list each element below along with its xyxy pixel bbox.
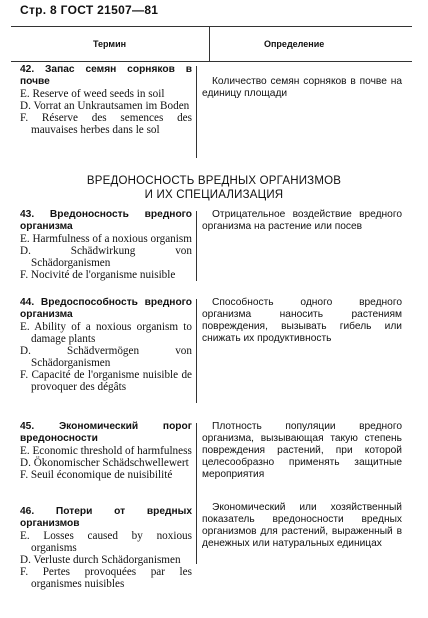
term-equivalent-f (20, 269, 192, 281)
term-entry-42 (20, 64, 192, 136)
definition-column-header: Определение (264, 39, 325, 49)
terms-column-header: Термин (93, 39, 127, 49)
term-equivalent-e (20, 233, 192, 245)
equivalent-text: Vorrat an Unkrautsamen im Boden (33, 100, 190, 112)
equivalent-text: Reserve of weed seeds in soil (32, 88, 165, 100)
term-entry-46 (20, 506, 192, 590)
term-entry-45 (20, 421, 192, 481)
equivalent-text: Schädvermögen von Schädorganismen (31, 345, 192, 369)
term-title: 45. Экономический порог вредоносности (20, 421, 192, 444)
lang-code: E. (20, 530, 30, 542)
equivalent-text: Capacité de l'organisme nuisible de provoquer des dégâts (31, 369, 193, 393)
term-equivalent-f (20, 566, 192, 590)
lang-code: D. (20, 245, 31, 257)
row-separator-line (196, 502, 197, 564)
row-separator-line (196, 66, 197, 158)
term-equivalent-e (20, 445, 192, 457)
equivalent-text: Losses caused by noxious organisms (31, 530, 193, 554)
term-equivalent-d (20, 345, 192, 369)
term-entry-43 (20, 209, 192, 281)
term-title: 43. Вредоносность вредного организма (20, 209, 192, 232)
section-title-line-2: И ИХ СПЕЦИАЛИЗАЦИЯ (144, 189, 284, 201)
equivalent-text: Ökonomischer Schädschwellewert (33, 457, 189, 469)
lang-code: D. (20, 345, 31, 357)
equivalent-text: Réserve des semences des mauvaises herbes dans le sol (31, 112, 193, 136)
lang-code: D. (20, 100, 31, 112)
equivalent-text: Nocivité de l'organisme nuisible (30, 269, 176, 281)
lang-code: E. (20, 445, 30, 457)
term-equivalent-e (20, 88, 192, 100)
lang-code: D. (20, 554, 31, 566)
definition-42: Количество семян сорняков в почве на единицу площади (202, 76, 402, 99)
definition-46: Экономический или хозяйственный показатель вредоносности вредных организмов для растений, выраженный в денежных или натуральных единицах (202, 502, 402, 549)
lang-code: F. (20, 469, 29, 481)
section-title (0, 174, 428, 202)
term-equivalent-e (20, 321, 192, 345)
equivalent-text: Schädwirkung von Schädorganismen (31, 245, 192, 269)
term-entry-44 (20, 297, 192, 393)
term-title: 42. Запас семян сорняков в почве (20, 64, 192, 87)
definition-44: Способность одного вредного организма наносить растениям повреждения, вызывать гибель или снижать их продуктивность (202, 297, 402, 344)
definition-43: Отрицательное воздействие вредного организма на растение или посев (202, 209, 402, 232)
table-header (11, 26, 412, 62)
equivalent-text: Pertes provoquées par les organismes nuisibles (31, 566, 192, 590)
row-separator-line (196, 299, 197, 403)
term-equivalent-f (20, 369, 192, 393)
term-equivalent-d (20, 457, 192, 469)
lang-code: E. (20, 233, 30, 245)
term-equivalent-d (20, 100, 192, 112)
column-divider (209, 27, 210, 61)
page-header: Стр. 8 ГОСТ 21507—81 (20, 3, 159, 17)
equivalent-text: Harmfulness of a noxious organism (32, 233, 192, 245)
equivalent-text: Ability of a noxious organism to damage plants (31, 321, 192, 345)
section-title-line-1: ВРЕДОНОСНОСТЬ ВРЕДНЫХ ОРГАНИЗМОВ (86, 175, 342, 187)
term-equivalent-d (20, 245, 192, 269)
term-equivalent-f (20, 112, 192, 136)
lang-code: E. (20, 88, 30, 100)
lang-code: F. (20, 269, 29, 281)
row-separator-line (196, 211, 197, 281)
lang-code: E. (20, 321, 30, 333)
equivalent-text: Economic threshold of harmfulness (32, 445, 192, 457)
term-equivalent-d (20, 554, 192, 566)
term-title: 46. Потери от вредных организмов (20, 506, 192, 529)
definition-45: Плотность популяции вредного организма, вызывающая такую степень повреждения растений, при которой целесообразно применять защитные мероприятия (202, 421, 402, 480)
lang-code: F. (20, 566, 29, 578)
lang-code: D. (20, 457, 31, 469)
term-equivalent-e (20, 530, 192, 554)
lang-code: F. (20, 112, 29, 124)
equivalent-text: Seuil économique de nuisibilité (30, 469, 173, 481)
term-title: 44. Вредоспособность вредного организма (20, 297, 192, 320)
term-equivalent-f (20, 469, 192, 481)
equivalent-text: Verluste durch Schädorganismen (33, 554, 181, 566)
lang-code: F. (20, 369, 29, 381)
